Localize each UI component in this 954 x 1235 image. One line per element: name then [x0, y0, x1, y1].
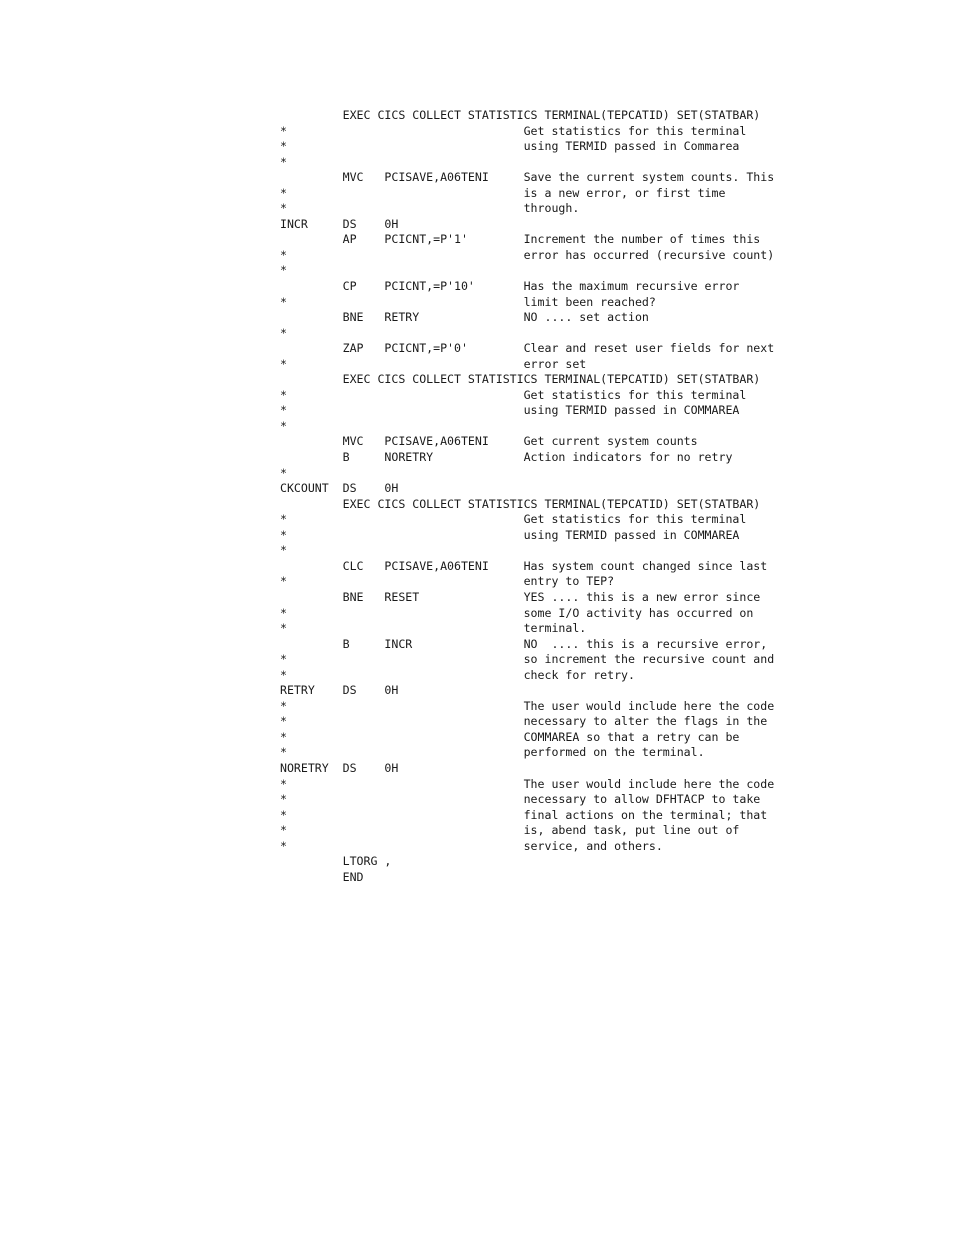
code-line: B NORETRY Action indicators for no retry — [280, 450, 733, 465]
code-line: * performed on the terminal. — [280, 745, 705, 760]
code-line: ZAP PCICNT,=P'0' Clear and reset user fields for next — [280, 341, 775, 356]
code-line: * is a new error, or first time — [280, 185, 726, 200]
code-line: MVC PCISAVE,A06TENI Save the current system counts. This — [280, 170, 775, 185]
code-line: EXEC CICS COLLECT STATISTICS TERMINAL(TEPCATID) SET(STATBAR) — [280, 372, 761, 387]
code-line: RETRY DS 0H — [280, 683, 399, 698]
code-line: * The user would include here the code — [280, 776, 775, 791]
code-line: * service, and others. — [280, 838, 663, 853]
code-line: * COMMAREA so that a retry can be — [280, 729, 740, 744]
code-line: LTORG , — [280, 854, 392, 869]
code-line: CLC PCISAVE,A06TENI Has system count changed since last — [280, 558, 768, 573]
code-line: NORETRY DS 0H — [280, 760, 399, 775]
code-line: EXEC CICS COLLECT STATISTICS TERMINAL(TEPCATID) SET(STATBAR) — [280, 108, 761, 122]
code-line: * is, abend task, put line out of — [280, 823, 740, 838]
code-line: * limit been reached? — [280, 294, 656, 309]
code-line: EXEC CICS COLLECT STATISTICS TERMINAL(TEPCATID) SET(STATBAR) — [280, 496, 761, 511]
code-line: * final actions on the terminal; that — [280, 807, 768, 822]
code-line: * using TERMID passed in COMMAREA — [280, 527, 740, 542]
assembler-code-listing — [280, 108, 774, 885]
code-line: * — [280, 418, 287, 433]
code-line: * error has occurred (recursive count) — [280, 247, 775, 262]
code-line: * check for retry. — [280, 667, 635, 682]
code-line: * — [280, 154, 287, 169]
code-line: CP PCICNT,=P'10' Has the maximum recursive error — [280, 279, 740, 294]
code-line: AP PCICNT,=P'1' Increment the number of times this — [280, 232, 761, 247]
code-line: CKCOUNT DS 0H — [280, 481, 399, 496]
code-line: * necessary to allow DFHTACP to take — [280, 792, 761, 807]
code-line: * — [280, 543, 287, 558]
code-line: MVC PCISAVE,A06TENI Get current system counts — [280, 434, 698, 449]
code-line: * Get statistics for this terminal — [280, 387, 747, 402]
code-line: * necessary to alter the flags in the — [280, 714, 768, 729]
code-line: BNE RESET YES .... this is a new error since — [280, 589, 761, 604]
code-line: * The user would include here the code — [280, 698, 775, 713]
code-line: * — [280, 465, 287, 480]
code-line: INCR DS 0H — [280, 216, 399, 231]
code-line: * using TERMID passed in Commarea — [280, 139, 740, 154]
code-line: * — [280, 325, 287, 340]
code-line: * terminal. — [280, 621, 587, 636]
code-line: B INCR NO .... this is a recursive error, — [280, 636, 768, 651]
code-line: * — [280, 263, 287, 278]
code-line: * Get statistics for this terminal — [280, 512, 747, 527]
code-line: END — [280, 869, 364, 884]
code-line: * so increment the recursive count and — [280, 652, 775, 667]
code-line: * entry to TEP? — [280, 574, 615, 589]
code-line: * error set — [280, 356, 587, 371]
code-line: * Get statistics for this terminal — [280, 123, 747, 138]
code-line: * through. — [280, 201, 580, 216]
code-line: * some I/O activity has occurred on — [280, 605, 754, 620]
code-line: * using TERMID passed in COMMAREA — [280, 403, 740, 418]
code-line: BNE RETRY NO .... set action — [280, 310, 649, 325]
